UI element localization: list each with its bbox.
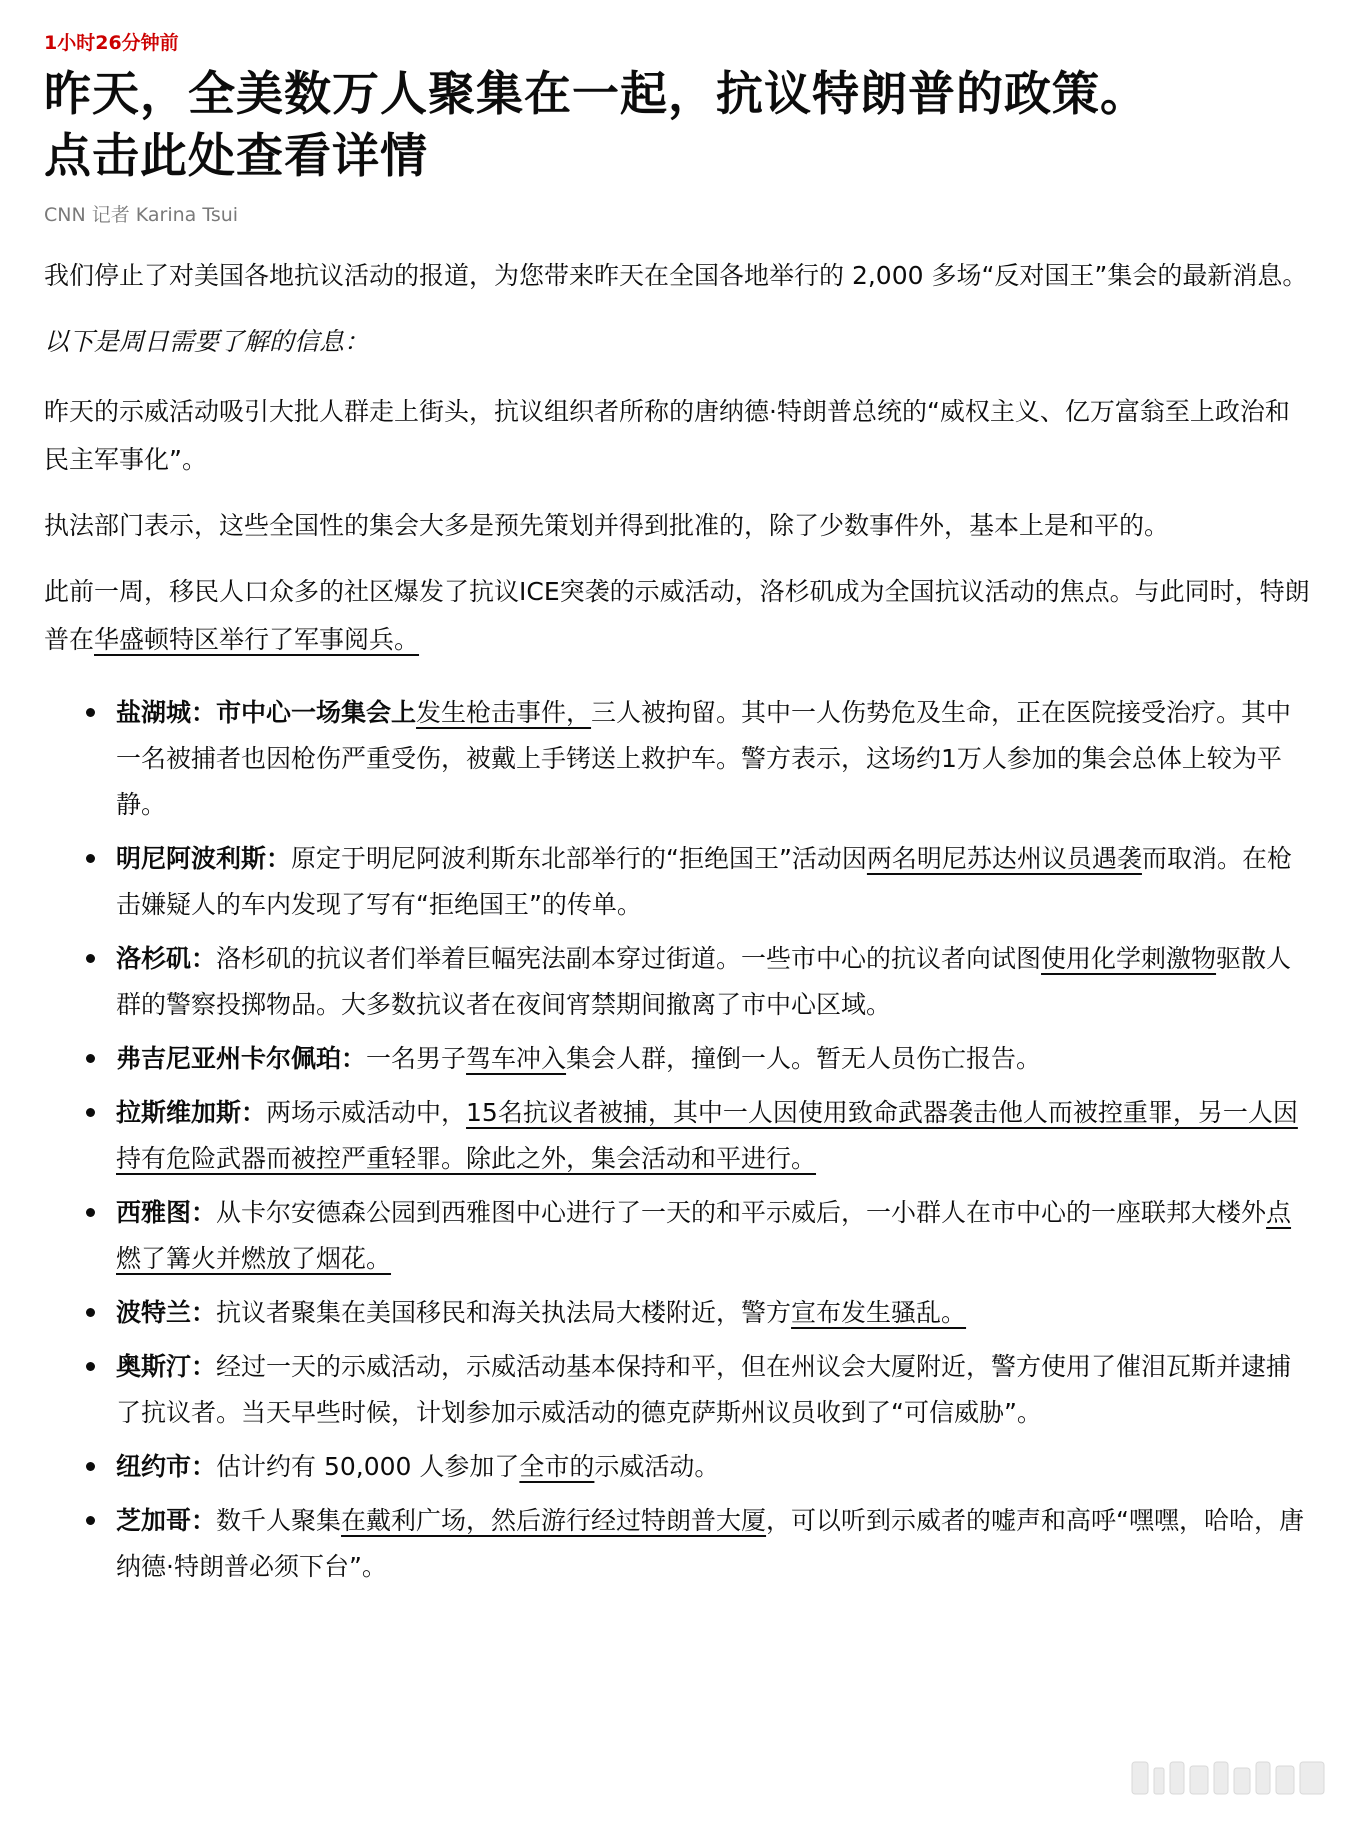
item-text: 数千人聚集 bbox=[216, 1506, 342, 1535]
item-text: 原定于明尼阿波利斯东北部举行的“拒绝国王”活动因 bbox=[291, 844, 867, 873]
list-item-salt-lake-city bbox=[44, 690, 1314, 828]
city-label: 波特兰： bbox=[116, 1298, 217, 1327]
paragraph-know: 以下是周日需要了解的信息： bbox=[44, 327, 370, 356]
item-text: 示威活动。 bbox=[594, 1452, 720, 1481]
city-label: 奥斯汀： bbox=[116, 1352, 217, 1381]
headline-line-1[interactable]: 昨天，全美数万人聚集在一起，抗议特朗普的政策。 bbox=[44, 67, 1148, 122]
shooting-link[interactable]: 发生枪击事件， bbox=[416, 698, 592, 727]
item-text: 一名男子 bbox=[366, 1044, 467, 1073]
list-item-portland bbox=[44, 1290, 1314, 1336]
paragraph-law-enforcement: 执法部门表示，这些全国性的集会大多是预先策划并得到批准的，除了少数事件外，基本上是和平的。 bbox=[44, 511, 1170, 540]
item-text: 警方 bbox=[741, 1298, 792, 1327]
list-item-las-vegas bbox=[44, 1090, 1314, 1182]
paragraph-previous-week-text: 此前一周，移民人口众多的社区爆发了抗议ICE突袭的示威活动，洛杉矶成为全国抗议活动的焦点。与此同时，特朗普在 bbox=[44, 577, 1310, 654]
bold-text: 市中心一场集会上 bbox=[216, 698, 417, 727]
arrests-link[interactable]: 15名抗议者被捕，其中一人因使用致命武器袭击他人而被控重罪，另一人因持有危险武器而被控严重轻罪。除此之外，集会活动和平进行。 bbox=[116, 1098, 1298, 1173]
lawmakers-attacked-link[interactable]: 两名明尼苏达州议员遇袭 bbox=[866, 844, 1142, 873]
military-parade-link[interactable]: 华盛顿特区举行了军事阅兵。 bbox=[94, 625, 420, 654]
city-label: 弗吉尼亚州卡尔佩珀： bbox=[116, 1044, 367, 1073]
chemical-irritants-link[interactable]: 使用化学刺激物 bbox=[1041, 944, 1217, 973]
article bbox=[44, 30, 1314, 1598]
list-item-new-york bbox=[44, 1444, 1314, 1490]
city-label: 盐湖城： bbox=[116, 698, 217, 727]
riot-declared-link[interactable]: 宣布发生骚乱。 bbox=[791, 1298, 967, 1327]
list-item-minneapolis bbox=[44, 836, 1314, 928]
item-text: ，可以听到示威者的嘘声和高呼“嘿嘿，哈哈，唐纳德·特朗普必须下台”。 bbox=[116, 1506, 1305, 1581]
bullet-dot bbox=[86, 1054, 95, 1063]
list-item-austin bbox=[44, 1344, 1314, 1436]
paragraph-previous-week bbox=[44, 568, 1314, 664]
item-text: 抗议者聚集在美国移民和海关执法局大楼附近， bbox=[216, 1298, 742, 1327]
city-label: 洛杉矶： bbox=[116, 944, 217, 973]
list-item-los-angeles bbox=[44, 936, 1314, 1028]
bullet-dot bbox=[86, 1516, 95, 1525]
bullet-dot bbox=[86, 1462, 95, 1471]
weibo-watermark-icon bbox=[1130, 1758, 1330, 1798]
item-text: 估计约有 50,000 人参加了 bbox=[216, 1452, 520, 1481]
paragraph-intro: 我们停止了对美国各地抗议活动的报道，为您带来昨天在全国各地举行的 2,000 多场“反对国王”集会的最新消息。 bbox=[44, 261, 1308, 290]
city-label: 纽约市： bbox=[116, 1452, 217, 1481]
list-item-seattle bbox=[44, 1190, 1314, 1282]
item-text: 从卡尔安德森公园到西雅图中心进行了一天的和平示威后，一小群人在市中心的一座联邦大楼外 bbox=[216, 1198, 1267, 1227]
citywide-link[interactable]: 全市的 bbox=[519, 1452, 595, 1481]
bullet-dot bbox=[86, 954, 95, 963]
city-label: 西雅图： bbox=[116, 1198, 217, 1227]
bullet-dot bbox=[86, 708, 95, 717]
item-text: 两场示威活动中， bbox=[266, 1098, 467, 1127]
item-text: 而取消。在枪击嫌疑人的车内发现了写有“拒绝国王”的传单。 bbox=[116, 844, 1292, 919]
bullet-dot bbox=[86, 1308, 95, 1317]
headline-line-2[interactable]: 点击此处查看详情 bbox=[44, 129, 428, 184]
paragraph-demonstrations: 昨天的示威活动吸引大批人群走上街头，抗议组织者所称的唐纳德·特朗普总统的“威权主义、亿万富翁至上政治和民主军事化”。 bbox=[44, 397, 1290, 474]
item-text: 洛杉矶的抗议者们举着巨幅宪法副本穿过街道。一些市中心的抗议者向试图 bbox=[216, 944, 1042, 973]
drove-into-link[interactable]: 驾车冲入 bbox=[466, 1044, 567, 1073]
city-updates-list bbox=[44, 690, 1314, 1590]
city-label: 芝加哥： bbox=[116, 1506, 217, 1535]
item-text: 集会人群，撞倒一人。暂无人员伤亡报告。 bbox=[566, 1044, 1042, 1073]
item-text: 三人被拘留。其中一人伤势危及生命，正在医院接受治疗。其中一名被捕者也因枪伤严重受伤，被戴上手铐送上救护车。警方表示，这场约1万人参加的集会总体上较为平静。 bbox=[116, 698, 1292, 819]
daley-plaza-link[interactable]: 在戴利广场，然后游行经过特朗普大厦 bbox=[341, 1506, 767, 1535]
bullet-dot bbox=[86, 1108, 95, 1117]
headline[interactable] bbox=[44, 64, 1314, 188]
bonfire-link[interactable]: 点燃了篝火并燃放了烟花。 bbox=[116, 1198, 1292, 1273]
list-item-chicago bbox=[44, 1498, 1314, 1590]
byline: CNN 记者 Karina Tsui bbox=[44, 204, 239, 226]
item-text: 经过一天的示威活动，示威活动基本保持和平，但在州议会大厦附近，警方使用了催泪瓦斯并逮捕了抗议者。当天早些时候，计划参加示威活动的德克萨斯州议员收到了“可信威胁”。 bbox=[116, 1352, 1292, 1427]
item-text: 驱散人群的警察投掷物品。大多数抗议者在夜间宵禁期间撤离了市中心区域。 bbox=[116, 944, 1292, 1019]
timestamp: 1小时26分钟前 bbox=[44, 32, 179, 54]
bullet-dot bbox=[86, 1362, 95, 1371]
city-label: 明尼阿波利斯： bbox=[116, 844, 292, 873]
bullet-dot bbox=[86, 854, 95, 863]
city-label: 拉斯维加斯： bbox=[116, 1098, 267, 1127]
list-item-culpeper bbox=[44, 1036, 1314, 1082]
bullet-dot bbox=[86, 1208, 95, 1217]
